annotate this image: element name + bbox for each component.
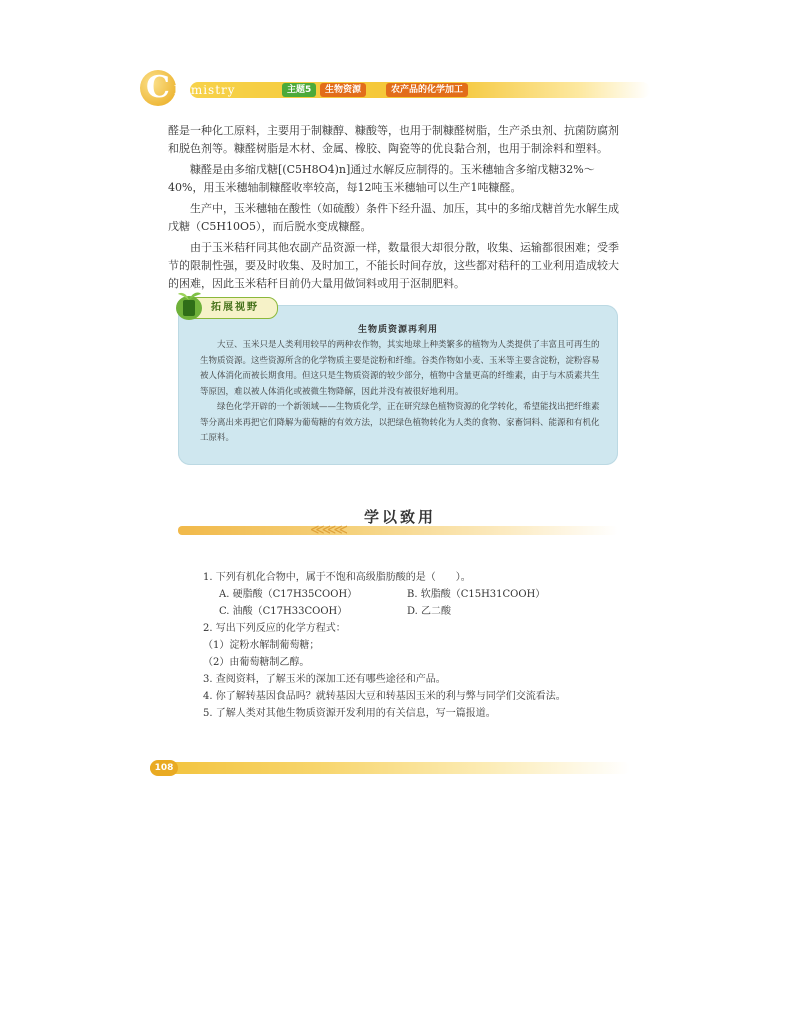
option-c: C. 油酸（C17H33COOH） — [219, 606, 348, 617]
exercise-item: 3. 查阅资料，了解玉米的深加工还有哪些途径和产品。 — [203, 674, 446, 685]
exercise-item: 4. 你了解转基因食品吗？就转基因大豆和转基因玉米的利与弊与同学们交流看法。 — [203, 691, 566, 702]
body-paragraph: 由于玉米秸秆同其他农副产品资源一样，数量很大却很分散，收集、运输都很困难；受季节的限制性强，要及时收集、及时加工，不能长时间存放，这些都对秸秆的工业利用造成较大的困难，因此玉米秸秆目前仍大量用做饲料或用于沤制肥料。 — [168, 241, 619, 290]
body-paragraph: 糠醛是由多缩戊糖[(C5H8O4)n]通过水解反应制得的。玉米穗轴含多缩戊糖32%～40%，用玉米穗轴制糠醛收率较高，每12吨玉米穗轴可以生产1吨糠醛。 — [168, 163, 595, 194]
extended-view-title: 生物质资源再利用 — [357, 325, 438, 335]
section-banner — [178, 500, 618, 540]
body-paragraph: 醛是一种化工原料，主要用于制糠醇、糠酸等，也用于制糠醛树脂，生产杀虫剂、抗菌防腐剂和脱色剂等。糠醛树脂是木材、金属、橡胶、陶瓷等的优良黏合剂，也用于制涂料和塑料。 — [168, 124, 619, 155]
theme-label: 主题5 — [282, 83, 316, 97]
extended-view-tab: 拓展视野 — [180, 297, 278, 319]
option-row — [203, 603, 603, 620]
extended-view-text — [200, 338, 602, 447]
subject-label-a: 生物资源 — [320, 83, 366, 97]
exercise-subitem: （1）淀粉水解制葡萄糖； — [203, 640, 320, 651]
exercise-subitem: （2）由葡萄糖制乙醇。 — [203, 657, 310, 668]
exercise-list — [203, 569, 603, 722]
section-title: 学以致用 — [364, 508, 437, 526]
option-b: B. 软脂酸（C15H31COOH） — [407, 589, 546, 600]
body-text — [168, 122, 620, 296]
page-header — [140, 70, 660, 108]
chemistry-logo-word: hemistry — [174, 83, 236, 97]
exercise-item: 1. 下列有机化合物中，属于不饱和高级脂肪酸的是（ ）。 — [203, 572, 471, 583]
subject-label-b: 农产品的化学加工 — [386, 83, 468, 97]
extended-paragraph: 大豆、玉米只是人类利用较早的两种农作物，其实地球上种类繁多的植物为人类提供了丰富且可再生的生物质资源。这些资源所含的化学物质主要是淀粉和纤维。谷类作物如小麦、玉米等主要含淀粉，淀粉容易被人体消化而被长期食用。但这只是生物质资源的较少部分，植物中含量更高的纤维素，由于与木质素共生等原因，难以被人体消化或被微生物降解，因此并没有被很好地利用。 — [200, 340, 600, 397]
option-d: D. 乙二酸 — [407, 606, 452, 617]
exercise-item: 5. 了解人类对其他生物质资源开发利用的有关信息，写一篇报道。 — [203, 708, 496, 719]
extended-paragraph: 绿色化学开辟的一个新领域——生物质化学，正在研究绿色植物资源的化学转化，希望能找出把纤维素等分离出来再把它们降解为葡萄糖的有效方法，以把绿色植物转化为人类的食物、家畜饲料、能源和有机化工原料。 — [200, 402, 600, 443]
exercise-item: 2. 写出下列反应的化学方程式： — [203, 623, 346, 634]
body-paragraph: 生产中，玉米穗轴在酸性（如硫酸）条件下经升温、加压，其中的多缩戊糖首先水解生成戊糖（C5H10O5），而后脱水变成糠醛。 — [168, 202, 619, 233]
wheat-icon: ≪≪≪ — [310, 522, 345, 538]
book-plant-icon — [172, 288, 206, 322]
footer-bar — [150, 762, 630, 774]
option-row — [203, 586, 603, 603]
option-a: A. 硬脂酸（C17H35COOH） — [219, 589, 358, 600]
page-number: 108 — [150, 760, 178, 776]
banner-line — [178, 526, 618, 535]
chemistry-logo-icon: C — [140, 70, 176, 106]
